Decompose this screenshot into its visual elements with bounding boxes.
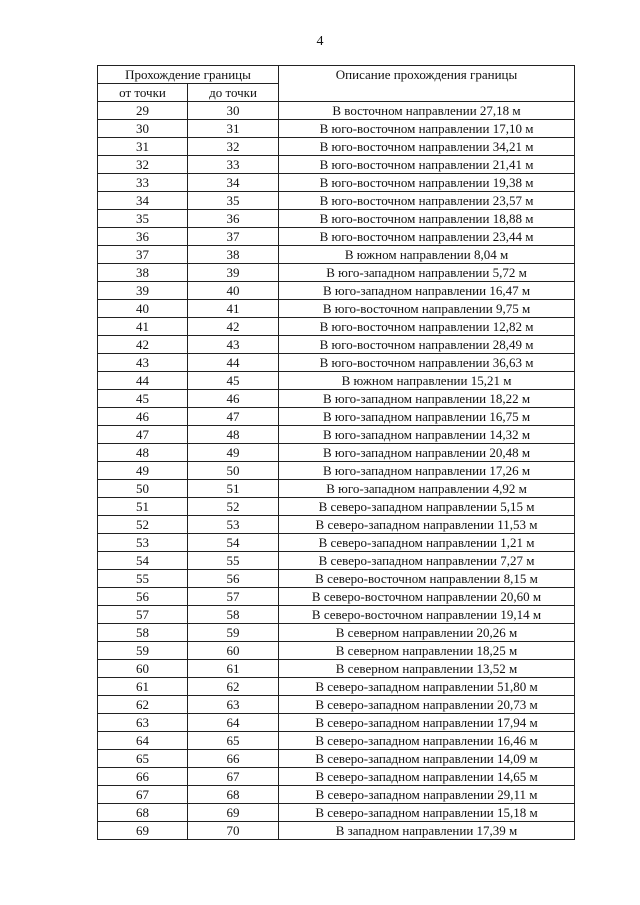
from-point-cell: 42 (98, 336, 188, 354)
to-point-cell: 61 (188, 660, 279, 678)
table-row (98, 498, 575, 516)
description-cell: В юго-восточном направлении 17,10 м (279, 120, 575, 138)
description-cell: В северо-западном направлении 11,53 м (279, 516, 575, 534)
to-point-cell: 44 (188, 354, 279, 372)
description-cell: В северо-западном направлении 14,65 м (279, 768, 575, 786)
from-point-cell: 36 (98, 228, 188, 246)
from-point-cell: 39 (98, 282, 188, 300)
to-point-cell: 38 (188, 246, 279, 264)
table-row (98, 552, 575, 570)
table-row (98, 678, 575, 696)
to-point-cell: 45 (188, 372, 279, 390)
description-cell: В юго-западном направлении 16,75 м (279, 408, 575, 426)
description-cell: В юго-восточном направлении 9,75 м (279, 300, 575, 318)
from-point-cell: 58 (98, 624, 188, 642)
table-row (98, 714, 575, 732)
to-point-cell: 58 (188, 606, 279, 624)
description-cell: В южном направлении 15,21 м (279, 372, 575, 390)
from-point-cell: 69 (98, 822, 188, 840)
from-point-cell: 37 (98, 246, 188, 264)
page-number: 4 (316, 34, 324, 49)
to-point-cell: 31 (188, 120, 279, 138)
table-row (98, 264, 575, 282)
to-point-cell: 39 (188, 264, 279, 282)
table-row (98, 210, 575, 228)
to-point-cell: 70 (188, 822, 279, 840)
description-cell: В северо-восточном направлении 8,15 м (279, 570, 575, 588)
to-point-cell: 33 (188, 156, 279, 174)
from-point-cell: 45 (98, 390, 188, 408)
description-cell: В северо-западном направлении 7,27 м (279, 552, 575, 570)
to-point-cell: 47 (188, 408, 279, 426)
to-point-cell: 62 (188, 678, 279, 696)
table-row (98, 300, 575, 318)
to-point-cell: 57 (188, 588, 279, 606)
from-point-cell: 55 (98, 570, 188, 588)
to-point-cell: 37 (188, 228, 279, 246)
to-point-cell: 64 (188, 714, 279, 732)
from-point-cell: 49 (98, 462, 188, 480)
from-point-cell: 56 (98, 588, 188, 606)
description-cell: В юго-восточном направлении 28,49 м (279, 336, 575, 354)
table-row (98, 750, 575, 768)
description-cell: В юго-западном направлении 18,22 м (279, 390, 575, 408)
description-cell: В северном направлении 13,52 м (279, 660, 575, 678)
from-point-cell: 59 (98, 642, 188, 660)
to-point-cell: 36 (188, 210, 279, 228)
to-point-cell: 60 (188, 642, 279, 660)
to-point-cell: 52 (188, 498, 279, 516)
description-cell: В северо-западном направлении 17,94 м (279, 714, 575, 732)
to-point-cell: 49 (188, 444, 279, 462)
table-row (98, 660, 575, 678)
description-cell: В северо-западном направлении 16,46 м (279, 732, 575, 750)
description-cell: В северном направлении 18,25 м (279, 642, 575, 660)
description-cell: В северо-западном направлении 20,73 м (279, 696, 575, 714)
table-row (98, 138, 575, 156)
table-row (98, 408, 575, 426)
from-point-cell: 63 (98, 714, 188, 732)
header-boundary-description: Описание прохождения границы (279, 66, 575, 102)
to-point-cell: 51 (188, 480, 279, 498)
description-cell: В юго-восточном направлении 12,82 м (279, 318, 575, 336)
table-body (98, 102, 575, 840)
description-cell: В северо-восточном направлении 19,14 м (279, 606, 575, 624)
table-row (98, 120, 575, 138)
from-point-cell: 51 (98, 498, 188, 516)
description-cell: В юго-западном направлении 4,92 м (279, 480, 575, 498)
description-cell: В юго-западном направлении 17,26 м (279, 462, 575, 480)
from-point-cell: 57 (98, 606, 188, 624)
description-cell: В юго-восточном направлении 18,88 м (279, 210, 575, 228)
from-point-cell: 41 (98, 318, 188, 336)
to-point-cell: 65 (188, 732, 279, 750)
table-row (98, 822, 575, 840)
from-point-cell: 33 (98, 174, 188, 192)
header-boundary-passage: Прохождение границы (98, 66, 279, 84)
to-point-cell: 34 (188, 174, 279, 192)
from-point-cell: 44 (98, 372, 188, 390)
table-row (98, 336, 575, 354)
to-point-cell: 32 (188, 138, 279, 156)
table-row (98, 462, 575, 480)
description-cell: В северо-западном направлении 5,15 м (279, 498, 575, 516)
table-row (98, 624, 575, 642)
table-row (98, 786, 575, 804)
to-point-cell: 63 (188, 696, 279, 714)
to-point-cell: 59 (188, 624, 279, 642)
table-row (98, 534, 575, 552)
to-point-cell: 30 (188, 102, 279, 120)
table-row (98, 804, 575, 822)
to-point-cell: 41 (188, 300, 279, 318)
from-point-cell: 66 (98, 768, 188, 786)
to-point-cell: 43 (188, 336, 279, 354)
table-row (98, 480, 575, 498)
description-cell: В юго-западном направлении 5,72 м (279, 264, 575, 282)
from-point-cell: 53 (98, 534, 188, 552)
from-point-cell: 31 (98, 138, 188, 156)
to-point-cell: 66 (188, 750, 279, 768)
description-cell: В северном направлении 20,26 м (279, 624, 575, 642)
from-point-cell: 52 (98, 516, 188, 534)
from-point-cell: 54 (98, 552, 188, 570)
to-point-cell: 69 (188, 804, 279, 822)
table-row (98, 318, 575, 336)
description-cell: В юго-восточном направлении 36,63 м (279, 354, 575, 372)
description-cell: В северо-западном направлении 14,09 м (279, 750, 575, 768)
to-point-cell: 46 (188, 390, 279, 408)
from-point-cell: 64 (98, 732, 188, 750)
table-row (98, 228, 575, 246)
description-cell: В северо-западном направлении 29,11 м (279, 786, 575, 804)
table-row (98, 588, 575, 606)
description-cell: В юго-западном направлении 16,47 м (279, 282, 575, 300)
description-cell: В юго-западном направлении 14,32 м (279, 426, 575, 444)
description-cell: В северо-восточном направлении 20,60 м (279, 588, 575, 606)
header-from-point: от точки (98, 84, 188, 102)
from-point-cell: 47 (98, 426, 188, 444)
description-cell: В западном направлении 17,39 м (279, 822, 575, 840)
from-point-cell: 46 (98, 408, 188, 426)
to-point-cell: 42 (188, 318, 279, 336)
boundary-table (97, 65, 575, 840)
description-cell: В юго-восточном направлении 19,38 м (279, 174, 575, 192)
to-point-cell: 54 (188, 534, 279, 552)
from-point-cell: 67 (98, 786, 188, 804)
table-row (98, 354, 575, 372)
from-point-cell: 48 (98, 444, 188, 462)
from-point-cell: 32 (98, 156, 188, 174)
from-point-cell: 35 (98, 210, 188, 228)
from-point-cell: 62 (98, 696, 188, 714)
description-cell: В южном направлении 8,04 м (279, 246, 575, 264)
description-cell: В юго-восточном направлении 34,21 м (279, 138, 575, 156)
to-point-cell: 67 (188, 768, 279, 786)
table-row (98, 282, 575, 300)
from-point-cell: 30 (98, 120, 188, 138)
table-row (98, 156, 575, 174)
to-point-cell: 48 (188, 426, 279, 444)
description-cell: В юго-восточном направлении 21,41 м (279, 156, 575, 174)
from-point-cell: 60 (98, 660, 188, 678)
from-point-cell: 50 (98, 480, 188, 498)
description-cell: В юго-западном направлении 20,48 м (279, 444, 575, 462)
to-point-cell: 40 (188, 282, 279, 300)
to-point-cell: 68 (188, 786, 279, 804)
table-row (98, 174, 575, 192)
table-row (98, 732, 575, 750)
to-point-cell: 53 (188, 516, 279, 534)
description-cell: В северо-западном направлении 15,18 м (279, 804, 575, 822)
description-cell: В восточном направлении 27,18 м (279, 102, 575, 120)
table-row (98, 696, 575, 714)
from-point-cell: 68 (98, 804, 188, 822)
table-row (98, 444, 575, 462)
from-point-cell: 38 (98, 264, 188, 282)
from-point-cell: 65 (98, 750, 188, 768)
table-row (98, 192, 575, 210)
to-point-cell: 56 (188, 570, 279, 588)
table-row (98, 606, 575, 624)
description-cell: В юго-восточном направлении 23,44 м (279, 228, 575, 246)
header-to-point: до точки (188, 84, 279, 102)
from-point-cell: 29 (98, 102, 188, 120)
from-point-cell: 61 (98, 678, 188, 696)
description-cell: В северо-западном направлении 1,21 м (279, 534, 575, 552)
table-row (98, 768, 575, 786)
table-row (98, 516, 575, 534)
table-row (98, 246, 575, 264)
table-row (98, 372, 575, 390)
description-cell: В северо-западном направлении 51,80 м (279, 678, 575, 696)
table-row (98, 426, 575, 444)
table-row (98, 102, 575, 120)
to-point-cell: 50 (188, 462, 279, 480)
table-row (98, 390, 575, 408)
table-header (98, 66, 575, 102)
table-row (98, 570, 575, 588)
table-row (98, 642, 575, 660)
to-point-cell: 35 (188, 192, 279, 210)
from-point-cell: 34 (98, 192, 188, 210)
from-point-cell: 40 (98, 300, 188, 318)
from-point-cell: 43 (98, 354, 188, 372)
description-cell: В юго-восточном направлении 23,57 м (279, 192, 575, 210)
to-point-cell: 55 (188, 552, 279, 570)
